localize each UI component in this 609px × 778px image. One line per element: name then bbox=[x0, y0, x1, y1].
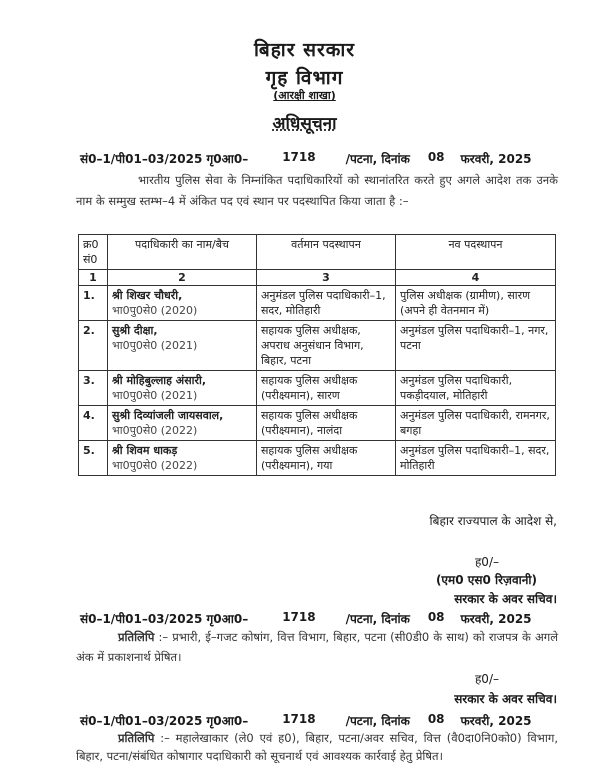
memo-number: 1718 bbox=[282, 712, 316, 726]
file-number: सं0–1/पी01–03/2025 गृ0आ0– bbox=[80, 612, 249, 626]
memo-number: 1718 bbox=[282, 610, 316, 624]
copy1-paragraph bbox=[76, 627, 558, 667]
officer-cell bbox=[108, 441, 257, 476]
copy2-paragraph bbox=[76, 729, 558, 765]
serial-number: 4. bbox=[79, 406, 108, 441]
current-posting: सहायक पुलिस अधीक्षक (परीक्ष्यमान), गया bbox=[257, 441, 396, 476]
government-title: बिहार सरकार bbox=[253, 39, 356, 61]
column-number: 2 bbox=[108, 270, 257, 286]
date-month-year: फरवरी, 2025 bbox=[460, 714, 532, 728]
officer-name: सुश्री दिव्यांजली जायसवाल, bbox=[112, 409, 224, 422]
reference-line-copy2 bbox=[80, 712, 560, 729]
department-title: गृह विभाग bbox=[265, 67, 344, 89]
file-number: सं0–1/पी01–03/2025 गृ0आ0– bbox=[80, 152, 249, 166]
transfer-table bbox=[78, 234, 556, 476]
officer-cell bbox=[108, 321, 257, 371]
file-number: सं0–1/पी01–03/2025 गृ0आ0– bbox=[80, 714, 249, 728]
header-serial: क्र0 सं0 bbox=[79, 235, 108, 270]
intro-text: भारतीय पुलिस सेवा के निम्नांकित पदाधिकारियों को स्थानांतरित करते हुए अगले आदेश तक उनके नाम के सम्मुख स्तम्भ–4 में अंकित पद एवं स्थान पर पदस्थापित किया जाता है :– bbox=[76, 173, 558, 208]
copy2-text: :– महालेखाकार (ले0 एवं ह0), बिहार, पटना/अवर सचिव, वित्त (वै0दा0नि0को0) विभाग, बिहार, पटना/संबंधित कोषागार पदाधिकारी को सूचनार्थ एवं आवश्यक कार्रवाई हेतु प्रेषित। bbox=[76, 731, 558, 763]
new-posting: अनुमंडल पुलिस पदाधिकारी, पकड़ीदयाल, मोतिहारी bbox=[396, 371, 556, 406]
table-row bbox=[79, 371, 556, 406]
new-posting: पुलिस अधीक्षक (ग्रामीण), सारण (अपने ही वेतनमान में) bbox=[396, 286, 556, 321]
serial-number: 3. bbox=[79, 371, 108, 406]
officer-cell bbox=[108, 286, 257, 321]
date-month-year: फरवरी, 2025 bbox=[460, 152, 532, 166]
current-posting: सहायक पुलिस अधीक्षक, अपराध अनुसंधान विभाग, बिहार, पटना bbox=[257, 321, 396, 371]
new-posting: अनुमंडल पुलिस पदाधिकारी, रामनगर, बगहा bbox=[396, 406, 556, 441]
officer-batch: भा0पु0से0 (2021) bbox=[112, 389, 198, 402]
officer-name: श्री शिवम धाकड़ bbox=[112, 444, 178, 457]
current-posting: सहायक पुलिस अधीक्षक (परीक्ष्यमान), सारण bbox=[257, 371, 396, 406]
place-date-label: /पटना, दिनांक bbox=[345, 612, 410, 626]
column-number: 1 bbox=[79, 270, 108, 286]
column-number: 3 bbox=[257, 270, 396, 286]
date-month-year: फरवरी, 2025 bbox=[460, 612, 532, 626]
header-current-posting: वर्तमान पदस्थापन bbox=[257, 235, 396, 270]
serial-number: 2. bbox=[79, 321, 108, 371]
serial-number: 1. bbox=[79, 286, 108, 321]
header-name-batch: पदाधिकारी का नाम/बैच bbox=[108, 235, 257, 270]
signed-mark: ह0/– bbox=[474, 555, 499, 569]
officer-batch: भा0पु0से0 (2022) bbox=[112, 459, 198, 472]
officer-batch: भा0पु0से0 (2021) bbox=[112, 339, 198, 352]
officer-name: सुश्री दीक्षा, bbox=[112, 324, 158, 337]
officer-batch: भा0पु0से0 (2020) bbox=[112, 304, 198, 317]
copy-label: प्रतिलिपि bbox=[118, 731, 155, 745]
officer-cell bbox=[108, 406, 257, 441]
officer-batch: भा0पु0से0 (2022) bbox=[112, 424, 198, 437]
copy1-text: :– प्रभारी, ई–गजट कोषांग, वित्त विभाग, बिहार, पटना (सी0डी0 के साथ) को राजपत्र के अगले अंक में प्रकाशनार्थ प्रेषित। bbox=[76, 630, 559, 664]
new-posting: अनुमंडल पुलिस पदाधिकारी–1, नगर, पटना bbox=[396, 321, 556, 371]
table-row bbox=[79, 441, 556, 476]
notice-title: अधिसूचना bbox=[272, 114, 337, 134]
officer-cell bbox=[108, 371, 257, 406]
column-number: 4 bbox=[396, 270, 556, 286]
column-number-row bbox=[79, 270, 556, 286]
date-day: 08 bbox=[427, 712, 445, 726]
reference-line bbox=[80, 150, 560, 167]
reference-line-copy1 bbox=[80, 610, 560, 627]
table-row bbox=[79, 406, 556, 441]
officer-name: श्री मोहिबुल्लाह अंसारी, bbox=[112, 374, 207, 387]
table-header-row bbox=[79, 235, 556, 270]
current-posting: सहायक पुलिस अधीक्षक (परीक्ष्यमान), नालंदा bbox=[257, 406, 396, 441]
current-posting: अनुमंडल पुलिस पदाधिकारी–1, सदर, मोतिहारी bbox=[257, 286, 396, 321]
memo-number: 1718 bbox=[282, 150, 316, 164]
table-row bbox=[79, 286, 556, 321]
signed-mark: ह0/– bbox=[474, 672, 499, 686]
serial-number: 5. bbox=[79, 441, 108, 476]
place-date-label: /पटना, दिनांक bbox=[345, 152, 410, 166]
governor-order-line: बिहार राज्यपाल के आदेश से, bbox=[429, 514, 557, 528]
copy-label: प्रतिलिपि bbox=[118, 630, 155, 644]
table-row bbox=[79, 321, 556, 371]
signatory-designation: सरकार के अवर सचिव। bbox=[454, 592, 557, 606]
date-day: 08 bbox=[427, 610, 445, 624]
intro-paragraph bbox=[76, 170, 558, 212]
header-new-posting: नव पदस्थापन bbox=[396, 235, 556, 270]
new-posting: अनुमंडल पुलिस पदाधिकारी–1, सदर, मोतिहारी bbox=[396, 441, 556, 476]
place-date-label: /पटना, दिनांक bbox=[345, 714, 410, 728]
signatory-name: (एम0 एस0 रिज़वानी) bbox=[435, 573, 537, 587]
branch-title: (आरक्षी शाखा) bbox=[273, 89, 336, 102]
officer-name: श्री शिखर चौधरी, bbox=[112, 289, 183, 302]
date-day: 08 bbox=[427, 150, 445, 164]
signatory-designation: सरकार के अवर सचिव। bbox=[454, 692, 557, 706]
